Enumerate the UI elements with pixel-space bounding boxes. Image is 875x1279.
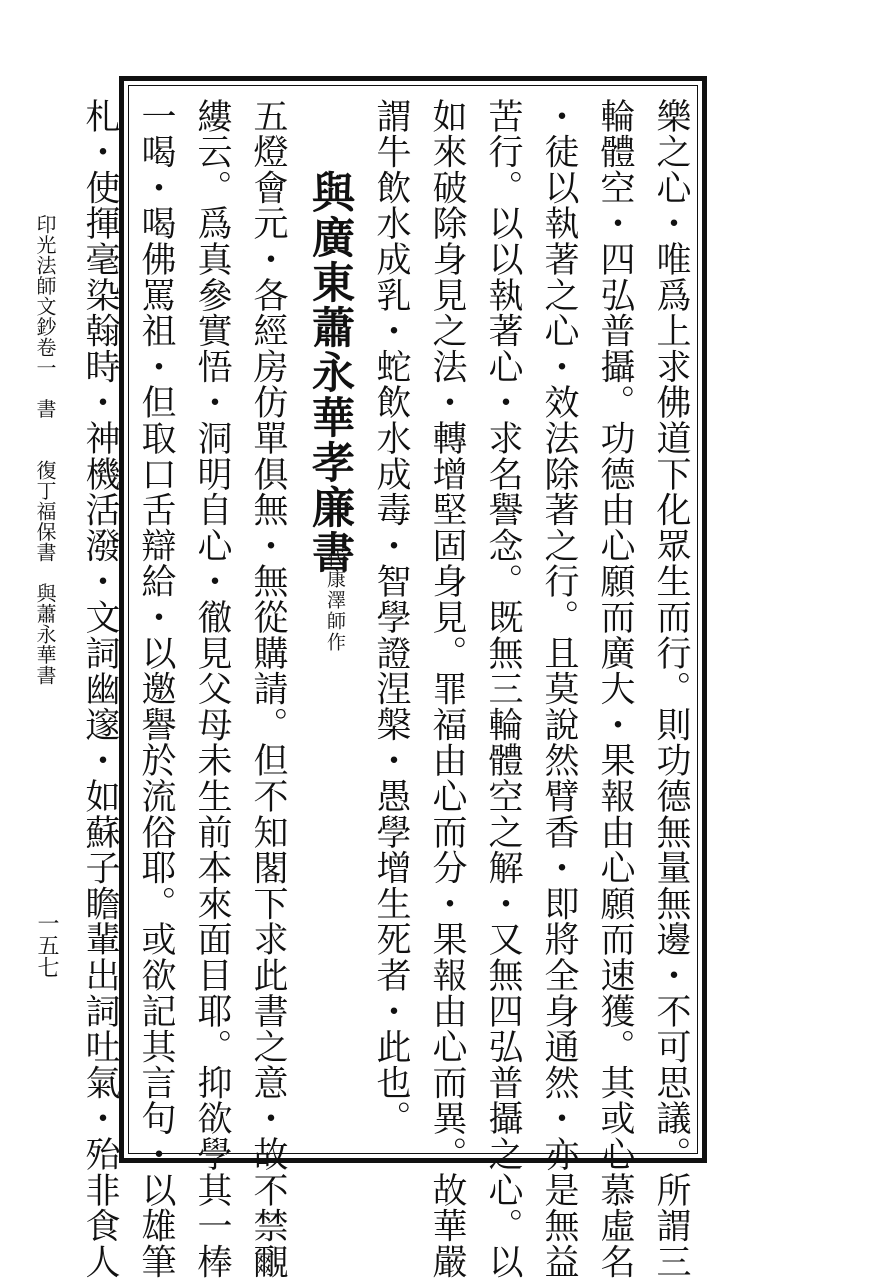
text-column-7: 五燈會元・各經房仿單俱無・無從購請。但不知閣下求此書之意・故不禁覼 — [248, 98, 288, 1279]
letter-title: 與廣東蕭永華孝廉書 — [305, 170, 355, 575]
text-column-10: 札・使揮毫染翰時・神機活潑・文詞幽邃・如蘇子瞻輩出詞吐氣・殆非食人 — [80, 98, 120, 1279]
text-column-8: 縷云。爲真參實悟・洞明自心・徹見父母未生前本來面目耶。抑欲學其一棒 — [192, 98, 232, 1279]
running-head: 印光法師文鈔卷一 書 復丁福保書 與蕭永華書 — [33, 214, 57, 686]
text-column-4: 苦行。以以執著心・求名譽念。既無三輪體空之解・又無四弘普攝之心。以 — [483, 98, 523, 1279]
page-number: 一五七 — [34, 912, 59, 978]
text-column-5: 如來破除身見之法・轉增堅固身見。罪福由心而分・果報由心而異。故華嚴 — [427, 98, 467, 1279]
text-column-1: 樂之心・唯爲上求佛道下化眾生而行。則功德無量無邊・不可思議。所謂三 — [651, 98, 691, 1279]
text-column-9: 一喝・喝佛罵祖・但取口舌辯給・以邀譽於流俗耶。或欲記其言句・以雄筆 — [136, 98, 176, 1279]
text-column-3: ・徒以執著之心・效法除著之行。且莫說然臂香・即將全身通然・亦是無益 — [539, 98, 579, 1279]
letter-byline: 代康澤師作 — [324, 548, 346, 653]
text-column-6: 謂牛飲水成乳・蛇飲水成毒・智學證涅槃・愚學增生死者・此也。 — [371, 98, 411, 1137]
text-column-2: 輪體空・四弘普攝。功德由心願而廣大・果報由心願而速獲。其或心慕虛名 — [595, 98, 635, 1279]
